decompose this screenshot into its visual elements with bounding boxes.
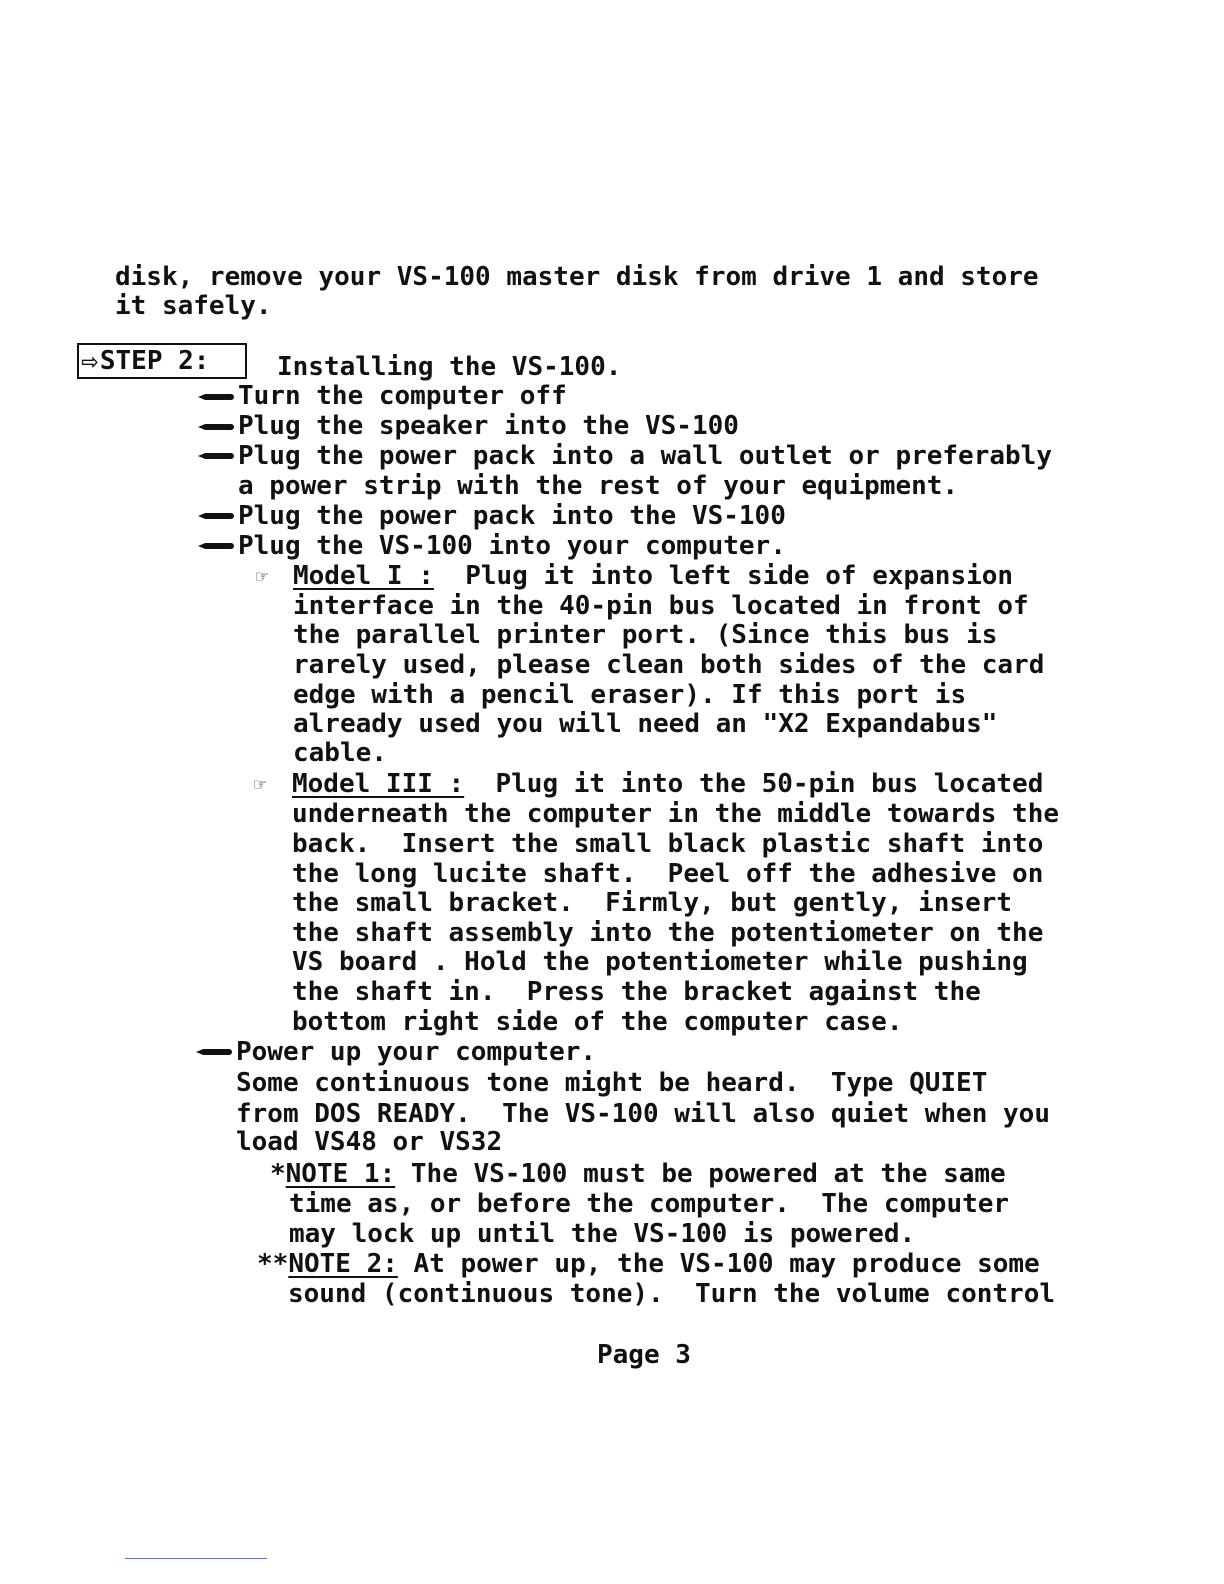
note-2-text: At power up, the VS-100 may produce some	[397, 1249, 1040, 1279]
arrow-right-icon: ⇨	[81, 344, 98, 377]
note-1-label: NOTE 1:	[285, 1159, 396, 1189]
note-1-line: time as, or before the computer. The computer	[289, 1189, 1010, 1219]
step-item-power-pack-outlet-cont: a power strip with the rest of your equipment.	[238, 471, 959, 501]
step-label-box	[77, 343, 247, 379]
model-1-line: rarely used, please clean both sides of the card	[293, 650, 1045, 680]
model-3-line: the shaft assembly into the potentiometer on the	[292, 918, 1044, 948]
dash-bullet-icon	[198, 513, 234, 519]
note-2-first-line	[257, 1249, 1040, 1279]
note-1-prefix: *	[270, 1159, 286, 1189]
pointing-finger-icon: ☞	[256, 564, 269, 588]
note-1-text: The VS-100 must be powered at the same	[395, 1159, 1006, 1189]
model-3-label: Model III :	[292, 769, 465, 799]
step-item-speaker: Plug the speaker into the VS-100	[238, 411, 739, 441]
step-item-power-pack-vs100: Plug the power pack into the VS-100	[238, 501, 786, 531]
step-item-plug-vs100: Plug the VS-100 into your computer.	[238, 531, 786, 561]
model-3-line: bottom right side of the computer case.	[292, 1007, 903, 1037]
note-2-label: NOTE 2:	[288, 1249, 398, 1279]
step-title: Installing the VS-100.	[277, 352, 622, 382]
intro-line-2: it safely.	[115, 291, 272, 321]
model-3-line: the shaft in. Press the bracket against the	[292, 977, 981, 1007]
model-3-line: back. Insert the small black plastic shaft into	[292, 829, 1044, 859]
model-1-first-line	[293, 561, 1013, 591]
step-item-turn-off: Turn the computer off	[238, 381, 567, 411]
step-item-power-up: Power up your computer.	[236, 1037, 597, 1067]
model-1-line: the parallel printer port. (Since this bus is	[293, 620, 998, 650]
dash-bullet-icon	[198, 453, 234, 459]
dash-bullet-icon	[198, 424, 234, 430]
model-3-line: underneath the computer in the middle towards the	[292, 799, 1060, 829]
note-1-line: may lock up until the VS-100 is powered.	[289, 1219, 916, 1249]
model-1-line: interface in the 40-pin bus located in front of	[293, 591, 1029, 621]
page-number: Page 3	[597, 1340, 691, 1370]
dash-bullet-icon	[196, 1049, 232, 1055]
footer-rule	[125, 1558, 267, 1559]
model-3-line: the long lucite shaft. Peel off the adhesive on	[292, 859, 1044, 889]
power-note-line: Some continuous tone might be heard. Type QUIET	[236, 1068, 988, 1098]
power-note-line: load VS48 or VS32	[236, 1127, 503, 1157]
dash-bullet-icon	[198, 394, 234, 400]
model-1-line: cable.	[293, 738, 387, 768]
model-3-first-line	[292, 769, 1043, 799]
intro-line-1: disk, remove your VS-100 master disk from drive 1 and store	[115, 262, 1039, 292]
model-3-line: VS board . Hold the potentiometer while pushing	[292, 947, 1028, 977]
pointing-finger-icon: ☞	[254, 772, 267, 796]
model-3-line: the small bracket. Firmly, but gently, insert	[292, 888, 1013, 918]
model-1-label: Model I :	[293, 561, 434, 591]
model-1-line: edge with a pencil eraser). If this port is	[293, 680, 967, 710]
step-item-power-pack-outlet: Plug the power pack into a wall outlet or preferably	[238, 441, 1052, 471]
step-label: STEP 2:	[99, 346, 210, 376]
note-2-line: sound (continuous tone). Turn the volume control	[288, 1279, 1056, 1309]
power-note-line: from DOS READY. The VS-100 will also quiet when you	[236, 1099, 1050, 1129]
model-1-text: Plug it into left side of expansion	[465, 561, 1014, 591]
model-1-line: already used you will need an "X2 Expandabus"	[293, 709, 998, 739]
note-1-first-line	[270, 1159, 1006, 1189]
dash-bullet-icon	[198, 543, 234, 549]
note-2-prefix: **	[257, 1249, 289, 1279]
model-3-text: Plug it into the 50-pin bus located	[495, 769, 1044, 799]
